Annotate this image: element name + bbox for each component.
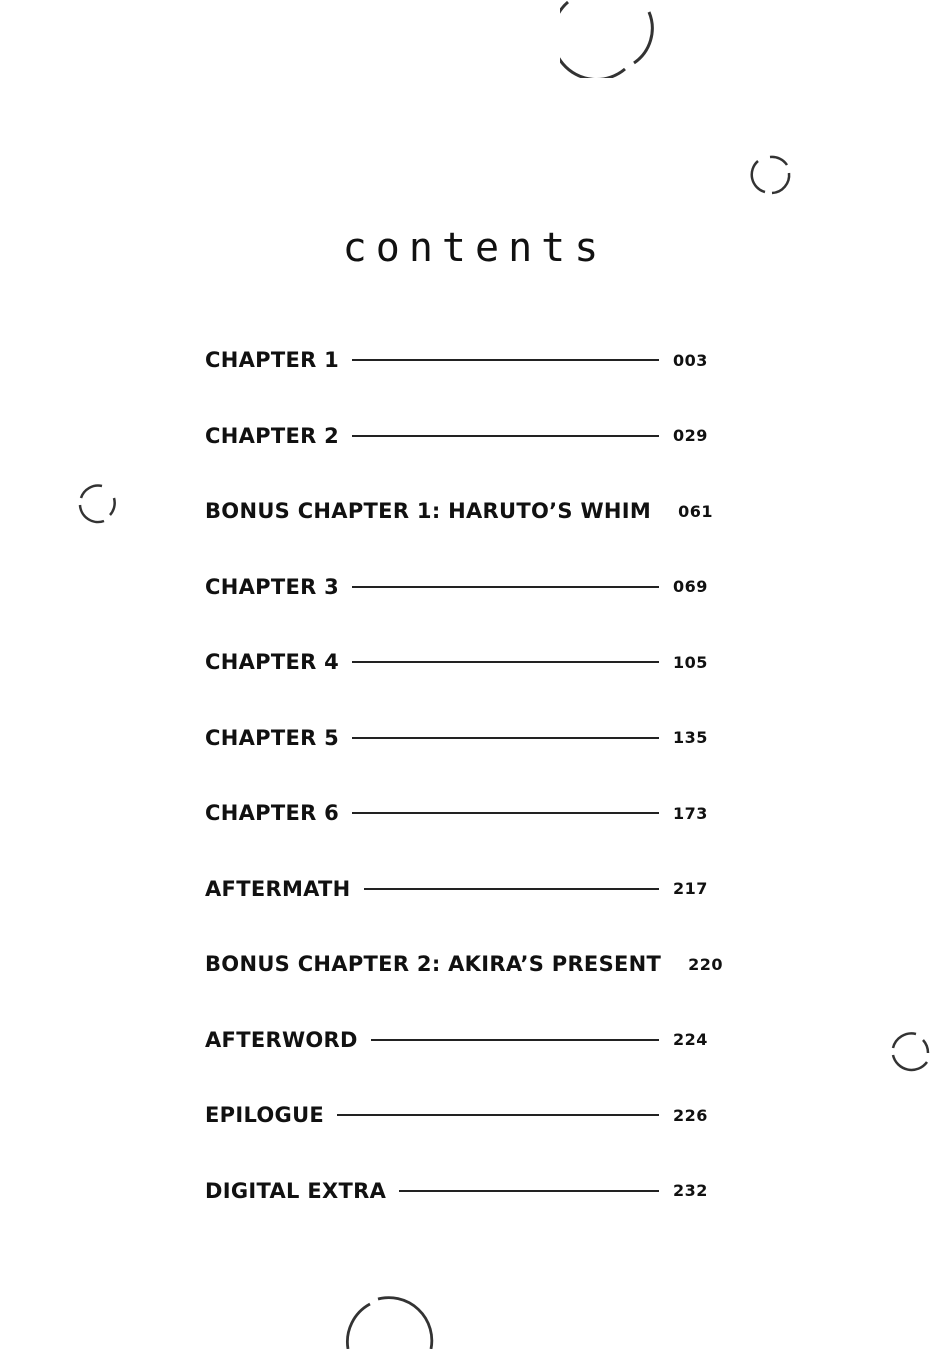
toc-entry[interactable]	[205, 793, 708, 833]
toc-entry[interactable]	[205, 1020, 708, 1060]
toc-entry-label: CHAPTER 1	[205, 348, 340, 372]
toc-entry-label: EPILOGUE	[205, 1103, 325, 1127]
broken-circle-icon	[560, 0, 660, 78]
toc-entry-label: CHAPTER 3	[205, 574, 340, 599]
toc-entry-page-number: 061	[678, 501, 714, 521]
toc-entry-page-number: 226	[673, 1105, 708, 1125]
toc-entry[interactable]	[205, 869, 708, 909]
toc-entry[interactable]	[205, 1171, 708, 1211]
broken-circle-icon	[886, 1029, 934, 1077]
toc-entry-label: AFTERMATH	[205, 876, 351, 901]
toc-leader-line	[371, 1039, 659, 1041]
toc-entry-page-number: 029	[673, 426, 708, 445]
toc-entry-label: BONUS CHAPTER 1: HARUTO’S WHIM	[205, 499, 652, 523]
toc-entry-page-number: 069	[673, 577, 708, 596]
toc-entry-page-number: 220	[688, 954, 724, 974]
broken-circle-icon	[748, 152, 794, 198]
toc-entry-label: CHAPTER 6	[205, 801, 340, 825]
toc-entry-page-number: 224	[673, 1030, 708, 1049]
broken-circle-icon	[74, 481, 120, 527]
toc-entry-label: CHAPTER 4	[205, 650, 340, 674]
toc-entry[interactable]	[205, 1095, 708, 1135]
toc-entry-label: DIGITAL EXTRA	[205, 1178, 387, 1203]
toc-leader-line	[352, 359, 659, 361]
toc-leader-line	[352, 737, 659, 739]
toc-entry-page-number: 217	[673, 879, 708, 898]
toc-entry[interactable]	[205, 567, 708, 607]
toc-entry[interactable]	[205, 340, 708, 380]
broken-circle-icon	[340, 1292, 436, 1349]
toc-leader-line	[352, 435, 659, 437]
toc-entry-page-number: 173	[673, 803, 708, 823]
toc-entry-page-number: 232	[673, 1181, 708, 1200]
page-title: contents	[342, 225, 608, 271]
toc-entry-label: BONUS CHAPTER 2: AKIRA’S PRESENT	[205, 952, 662, 976]
toc-entry[interactable]	[205, 416, 708, 456]
toc-entry-label: CHAPTER 2	[205, 423, 340, 448]
toc-entry[interactable]	[205, 642, 708, 682]
toc-entry-label: CHAPTER 5	[205, 725, 340, 750]
toc-leader-line	[352, 661, 659, 663]
toc-entry-page-number: 105	[673, 652, 708, 672]
toc-leader-line	[399, 1190, 659, 1192]
toc-entry[interactable]	[205, 944, 724, 984]
toc-entry-label: AFTERWORD	[205, 1027, 358, 1052]
toc-entry-page-number: 003	[673, 350, 708, 370]
toc-leader-line	[352, 586, 659, 588]
toc-entry[interactable]	[205, 718, 708, 758]
toc-leader-line	[337, 1114, 659, 1116]
toc-entry-page-number: 135	[673, 728, 708, 747]
toc-leader-line	[364, 888, 659, 890]
toc-leader-line	[352, 812, 659, 814]
toc-entry[interactable]	[205, 491, 714, 531]
